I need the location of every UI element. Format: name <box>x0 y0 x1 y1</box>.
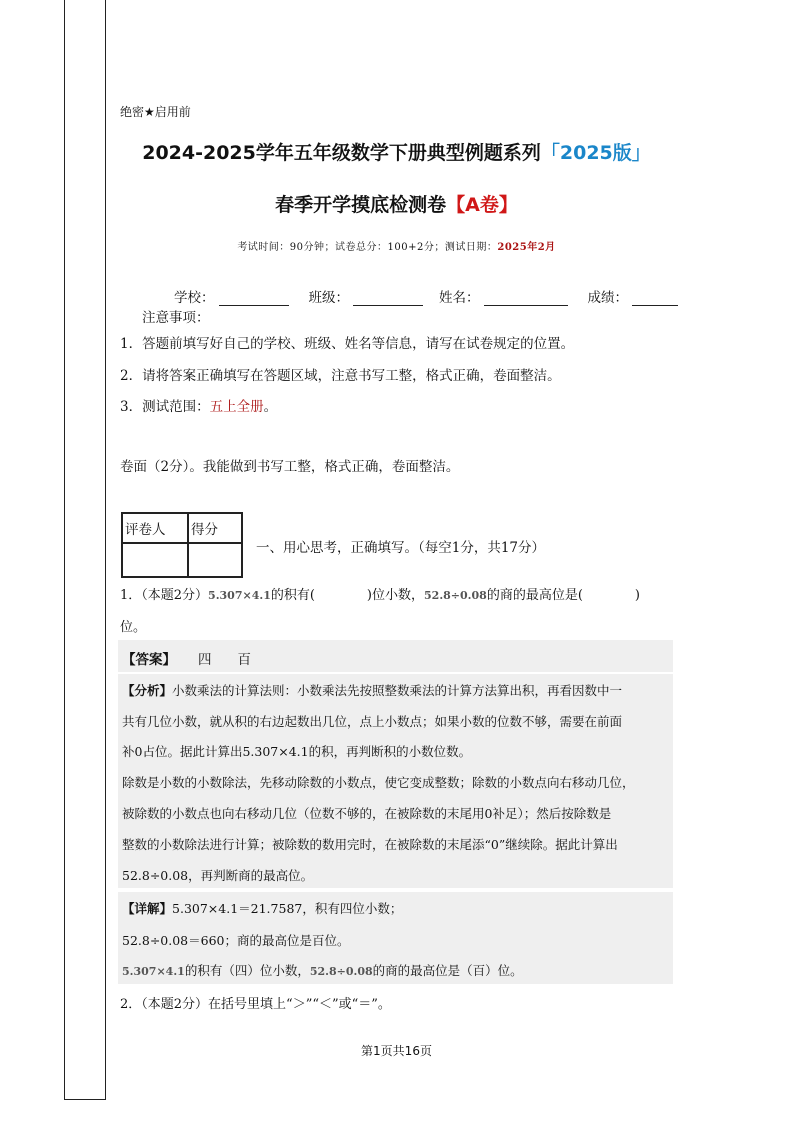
detail-expr-1: 5.307×4.1 <box>122 965 185 978</box>
exam-meta-text: 考试时间：90分钟；试卷总分：100+2分；测试日期： <box>237 242 498 253</box>
name-blank[interactable] <box>484 304 568 306</box>
detail-line <box>122 961 523 979</box>
notice-item-2: 2．请将答案正确填写在答题区域，注意书写工整，格式正确，卷面整洁。 <box>120 368 561 384</box>
exam-meta <box>0 238 793 253</box>
page-footer: 第1页共16页 <box>361 1044 432 1058</box>
grader-header: 评卷人 <box>122 513 188 543</box>
score-table <box>121 512 243 578</box>
title-main: 2024-2025学年五年级数学下册典型例题系列 <box>142 142 541 164</box>
answer-label: 【答案】 <box>122 652 176 668</box>
detail-mid: 的积有（四）位小数， <box>184 963 310 978</box>
subtitle-main: 春季开学摸底检测卷 <box>275 194 447 216</box>
analysis-line <box>122 681 622 699</box>
q1-expr-2: 52.8÷0.08 <box>424 589 487 602</box>
analysis-line: 除数是小数的小数除法，先移动除数的小数点，使它变成整数；除数的小数点向右移动几位， <box>122 775 635 790</box>
detail-label: 【详解】 <box>122 901 173 916</box>
analysis-line: 52.8÷0.08，再判断商的最高位。 <box>122 868 314 883</box>
grader-cell[interactable] <box>122 543 188 577</box>
neatness-note: 卷面（2分）。我能做到书写工整，格式正确，卷面整洁。 <box>120 459 460 475</box>
score-header: 得分 <box>188 513 242 543</box>
q1-suffix: 的商的最高位是( ) <box>486 588 640 603</box>
score-blank[interactable] <box>632 304 678 306</box>
class-label: 班级： <box>308 290 349 306</box>
page-title-line1 <box>0 138 793 165</box>
analysis-line: 整数的小数除法进行计算；被除数的数用完时，在被除数的末尾添“0”继续除。据此计算出 <box>122 837 618 852</box>
class-blank[interactable] <box>353 304 423 306</box>
question-1 <box>120 584 640 603</box>
question-1-line2: 位。 <box>120 620 147 635</box>
q1-prefix: 1．（本题2分） <box>120 588 209 603</box>
notice-item-1: 1．答题前填写好自己的学校、班级、姓名等信息，请写在试卷规定的位置。 <box>120 336 575 352</box>
notice-heading: 注意事项： <box>142 310 210 326</box>
name-label: 姓名： <box>439 290 480 306</box>
question-2: 2．（本题2分）在括号里填上“＞”“＜”或“＝”。 <box>120 997 391 1012</box>
analysis-line: 共有几位小数，就从积的右边起数出几位，点上小数点；如果小数的位数不够，需要在前面 <box>122 714 623 729</box>
detail-line <box>122 899 402 917</box>
score-label: 成绩： <box>587 290 628 306</box>
detail-text: 5.307×4.1＝21.7587，积有四位小数； <box>172 901 403 916</box>
analysis-label: 【分析】 <box>122 683 173 698</box>
score-cell[interactable] <box>188 543 242 577</box>
analysis-line: 被除数的小数点也向右移动几位（位数不够的，在被除数的末尾用0补足）；然后按除数是 <box>122 806 612 821</box>
answer-value-2: 百 <box>237 652 251 668</box>
subtitle-tag: 【A卷】 <box>446 194 518 216</box>
answer-value-1: 四 <box>198 652 212 668</box>
school-label: 学校： <box>174 290 215 306</box>
secret-label: 绝密★启用前 <box>120 105 191 119</box>
page-title-line2 <box>0 190 793 217</box>
notice-item-3-prefix: 3．测试范围： <box>120 399 210 415</box>
exam-date: 2025年2月 <box>497 242 556 253</box>
title-edition-tag: 「2025版」 <box>540 142 651 164</box>
notice-item-3 <box>120 395 277 415</box>
test-scope: 五上全册 <box>209 399 264 415</box>
detail-expr-2: 52.8÷0.08 <box>309 965 373 978</box>
q1-answer <box>122 648 251 668</box>
section-1-title: 一、用心思考，正确填写。（每空1分，共17分） <box>256 540 546 556</box>
analysis-text: 小数乘法的计算法则：小数乘法先按照整数乘法的计算方法算出积，再看因数中一 <box>172 683 623 698</box>
detail-line: 52.8÷0.08＝660；商的最高位是百位。 <box>122 933 350 948</box>
q1-mid: 的积有( )位小数， <box>270 588 425 603</box>
notice-item-3-suffix: 。 <box>263 399 278 415</box>
school-blank[interactable] <box>219 304 289 306</box>
binding-margin-line <box>64 0 106 1100</box>
student-info-row <box>174 286 678 306</box>
q1-expr-1: 5.307×4.1 <box>208 589 271 602</box>
detail-suffix: 的商的最高位是（百）位。 <box>372 963 523 978</box>
analysis-line: 补0占位。据此计算出5.307×4.1的积，再判断积的小数位数。 <box>122 744 472 759</box>
